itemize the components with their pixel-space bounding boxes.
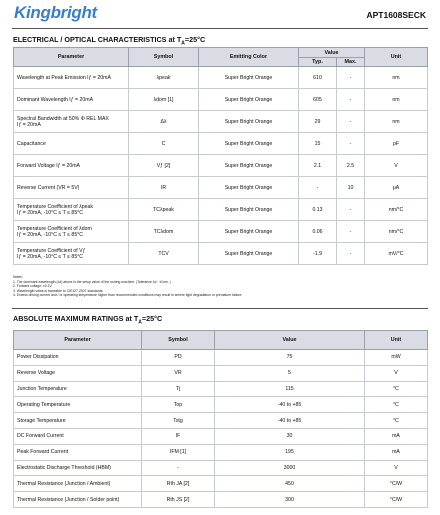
parameter-condition: Iƒ = 20mA, -10°C ≤ T ≤ 85°C xyxy=(17,231,84,238)
value-cell: 300 xyxy=(215,492,365,508)
max-cell: - xyxy=(337,221,365,243)
emitting-color-cell: Super Bright Orange xyxy=(199,67,299,89)
parameter-cell: Junction Temperature xyxy=(14,381,142,397)
parameter-cell xyxy=(14,243,129,265)
symbol-cell: TCλdom xyxy=(129,221,199,243)
symbol-cell: Tstg xyxy=(142,413,215,429)
symbol-cell: λdom [1] xyxy=(129,89,199,111)
symbol-cell: Top xyxy=(142,397,215,413)
table-row xyxy=(14,155,428,177)
unit-cell: nm xyxy=(365,67,428,89)
max-cell: 10 xyxy=(337,177,365,199)
col-value: Value xyxy=(299,48,365,58)
typ-cell: 0.13 xyxy=(299,199,337,221)
symbol-cell: Tj xyxy=(142,381,215,397)
unit-cell: °C xyxy=(365,397,428,413)
table-row xyxy=(14,413,428,429)
value-cell: -40 to +85 xyxy=(215,397,365,413)
table-row xyxy=(14,476,428,492)
unit-cell: °C xyxy=(365,381,428,397)
table-row xyxy=(14,221,428,243)
max-cell: 2.5 xyxy=(337,155,365,177)
parameter-condition: Iƒ = 20mA, -10°C ≤ T ≤ 85°C xyxy=(17,253,84,260)
parameter-cell: Peak Forward Current xyxy=(14,444,142,460)
parameter-line: Reverse Current (VR = 5V) xyxy=(17,184,80,191)
note-line: Notes: xyxy=(13,275,23,279)
max-cell: - xyxy=(337,89,365,111)
value-cell: -40 to +85 xyxy=(215,413,365,429)
unit-cell: V xyxy=(365,365,428,381)
col-max: Max. xyxy=(337,58,365,67)
symbol-cell: TCλpeak xyxy=(129,199,199,221)
parameter-cell: Reverse Voltage xyxy=(14,365,142,381)
parameter-cell: Power Dissipation xyxy=(14,350,142,366)
col-emitting-color: Emitting Color xyxy=(199,48,299,67)
parameter-line: Temperature Coefficient of λpeak xyxy=(17,203,94,210)
unit-cell: nm/°C xyxy=(365,221,428,243)
table-row xyxy=(14,243,428,265)
max-cell: - xyxy=(337,67,365,89)
typ-cell: -1.9 xyxy=(299,243,337,265)
col-symbol: Symbol xyxy=(142,331,215,350)
unit-cell: mV/°C xyxy=(365,243,428,265)
emitting-color-cell: Super Bright Orange xyxy=(199,155,299,177)
value-cell: 30 xyxy=(215,428,365,444)
unit-cell: °C/W xyxy=(365,492,428,508)
typ-cell: 610 xyxy=(299,67,337,89)
symbol-cell: C xyxy=(129,133,199,155)
parameter-condition: Iƒ = 20mA, -10°C ≤ T ≤ 85°C xyxy=(17,209,84,216)
col-parameter: Parameter xyxy=(14,331,142,350)
table-row xyxy=(14,67,428,89)
col-value: Value xyxy=(215,331,365,350)
section-rule xyxy=(12,308,428,309)
unit-cell: nm/°C xyxy=(365,199,428,221)
symbol-cell: IFM [1] xyxy=(142,444,215,460)
emitting-color-cell: Super Bright Orange xyxy=(199,243,299,265)
note-line: 2. Forward voltage: ±0.1V. xyxy=(13,284,53,289)
parameter-line: Spectral Bandwidth at 50% Φ REL MAX xyxy=(17,115,109,122)
value-cell: 5 xyxy=(215,365,365,381)
value-cell: 3000 xyxy=(215,460,365,476)
parameter-cell: Thermal Resistance (Junction / Ambient) xyxy=(14,476,142,492)
absolute-section-title: ABSOLUTE MAXIMUM RATINGS at $T_A=25^\circ C$ xyxy=(13,314,163,326)
emitting-color-cell: Super Bright Orange xyxy=(199,177,299,199)
brand-logo: Kingbright xyxy=(14,3,97,22)
symbol-cell: VR xyxy=(142,365,215,381)
parameter-condition: Iƒ = 20mA xyxy=(17,121,41,128)
unit-cell: mW xyxy=(365,350,428,366)
col-typ: Typ. xyxy=(299,58,337,67)
electrical-section-title: ELECTRICAL / OPTICAL CHARACTERISTICS at $T_A=25^\circ C$ xyxy=(13,35,206,47)
symbol-cell: Δλ xyxy=(129,111,199,133)
parameter-line: Forward Voltage Iƒ = 20mA xyxy=(17,162,81,169)
parameter-cell: Thermal Resistance (Junction / Solder point) xyxy=(14,492,142,508)
notes xyxy=(13,275,242,298)
parameter-cell xyxy=(14,221,129,243)
table-row xyxy=(14,111,428,133)
unit-cell: pF xyxy=(365,133,428,155)
symbol-cell: Rth JS [2] xyxy=(142,492,215,508)
table-row xyxy=(14,133,428,155)
table-row xyxy=(14,428,428,444)
typ-cell: - xyxy=(299,177,337,199)
symbol-cell: Vƒ [2] xyxy=(129,155,199,177)
unit-cell: °C xyxy=(365,413,428,429)
parameter-line: Wavelength at Peak Emission Iƒ = 20mA xyxy=(17,74,111,81)
emitting-color-cell: Super Bright Orange xyxy=(199,199,299,221)
typ-cell: 0.06 xyxy=(299,221,337,243)
table-row xyxy=(14,89,428,111)
note-line: 1. The dominant wavelength (λd) above is the setup value of the sorting machine. (Tolerance λd : ±1nm. ) xyxy=(13,279,171,284)
table-row xyxy=(14,365,428,381)
value-cell: 450 xyxy=(215,476,365,492)
parameter-cell xyxy=(14,111,129,133)
col-parameter: Parameter xyxy=(14,48,129,67)
table-row xyxy=(14,492,428,508)
part-number: APT1608SECK xyxy=(366,10,426,20)
max-cell: - xyxy=(337,133,365,155)
unit-cell: V xyxy=(365,155,428,177)
header-rule xyxy=(12,28,428,29)
typ-cell: 605 xyxy=(299,89,337,111)
parameter-cell: Operating Temperature xyxy=(14,397,142,413)
typ-cell: 29 xyxy=(299,111,337,133)
parameter-cell xyxy=(14,89,129,111)
symbol-cell: PD xyxy=(142,350,215,366)
typ-cell: 2.1 xyxy=(299,155,337,177)
symbol-cell: IR xyxy=(129,177,199,199)
col-unit: Unit xyxy=(365,48,428,67)
parameter-line: Capacitance xyxy=(17,140,46,147)
parameter-cell: Storage Temperature xyxy=(14,413,142,429)
symbol-cell: IF xyxy=(142,428,215,444)
value-cell: 75 xyxy=(215,350,365,366)
symbol-cell: - xyxy=(142,460,215,476)
parameter-cell: DC Forward Current xyxy=(14,428,142,444)
symbol-cell: λpeak xyxy=(129,67,199,89)
absolute-ratings-table xyxy=(13,330,428,508)
col-unit: Unit xyxy=(365,331,428,350)
table-row xyxy=(14,397,428,413)
table-row xyxy=(14,199,428,221)
table-row xyxy=(14,381,428,397)
unit-cell: V xyxy=(365,460,428,476)
page-header xyxy=(0,0,440,28)
parameter-line: Dominant Wavelength Iƒ = 20mA xyxy=(17,96,94,103)
unit-cell: nm xyxy=(365,89,428,111)
col-symbol: Symbol xyxy=(129,48,199,67)
typ-cell: 15 xyxy=(299,133,337,155)
parameter-cell: Electrostatic Discharge Threshold (HBM) xyxy=(14,460,142,476)
max-cell: - xyxy=(337,111,365,133)
emitting-color-cell: Super Bright Orange xyxy=(199,133,299,155)
value-cell: 195 xyxy=(215,444,365,460)
parameter-line: Temperature Coefficient of λdom xyxy=(17,225,92,232)
parameter-cell xyxy=(14,67,129,89)
emitting-color-cell: Super Bright Orange xyxy=(199,221,299,243)
parameter-line: Temperature Coefficient of Vƒ xyxy=(17,247,86,254)
symbol-cell: Rth JA [2] xyxy=(142,476,215,492)
unit-cell: mA xyxy=(365,444,428,460)
parameter-cell xyxy=(14,155,129,177)
unit-cell: mA xyxy=(365,428,428,444)
unit-cell: nm xyxy=(365,111,428,133)
note-line: 4. Excess driving current and / or operating temperature higher than recommended conditions may result in severe light degradation or premature failure. xyxy=(13,293,243,298)
max-cell: - xyxy=(337,199,365,221)
electrical-table xyxy=(13,47,428,265)
symbol-cell: TCV xyxy=(129,243,199,265)
parameter-cell xyxy=(14,199,129,221)
table-row xyxy=(14,444,428,460)
unit-cell: °C/W xyxy=(365,476,428,492)
unit-cell: μA xyxy=(365,177,428,199)
table-row xyxy=(14,177,428,199)
note-line: 3. Wavelength value is traceable to CIE127-2007 standards. xyxy=(13,288,104,293)
parameter-cell xyxy=(14,133,129,155)
emitting-color-cell: Super Bright Orange xyxy=(199,89,299,111)
table-row xyxy=(14,350,428,366)
max-cell: - xyxy=(337,243,365,265)
table-row xyxy=(14,460,428,476)
parameter-cell xyxy=(14,177,129,199)
emitting-color-cell: Super Bright Orange xyxy=(199,111,299,133)
value-cell: 115 xyxy=(215,381,365,397)
